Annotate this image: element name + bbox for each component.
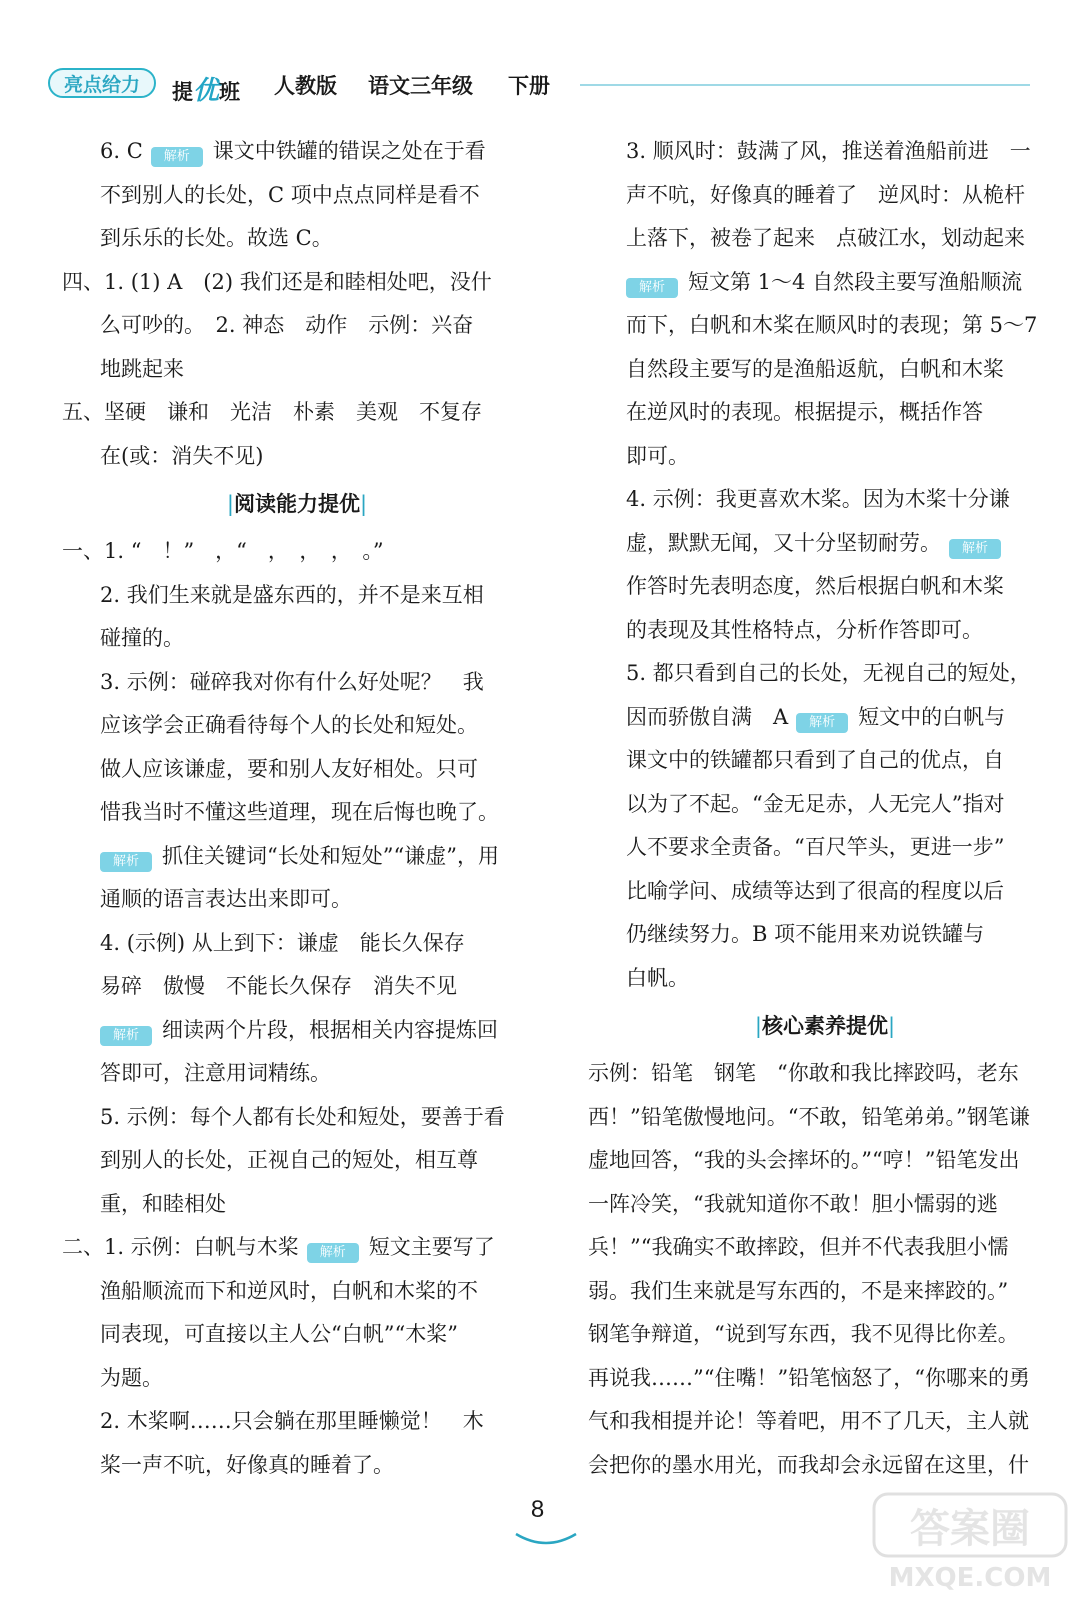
answer-line: 钢笔争辩道，“说到写东西，我不见得比你差。 [588, 1322, 1019, 1346]
answer-line: 因而骄傲自满 A 解析 短文中的白帆与 [588, 696, 1062, 740]
section-title-reading: |阅读能力提优| [226, 492, 368, 516]
brand-title: 提优班 [172, 76, 241, 106]
answer-line: 四、1. (1) A (2) 我们还是和睦相处吧，没什 [62, 269, 492, 294]
analysis-line: 解析 细读两个片段，根据相关内容提炼回 [62, 1009, 532, 1053]
analysis-tag: 解析 [100, 852, 152, 872]
answer-line: 上落下，被卷了起来 点破江水，划动起来 [626, 226, 1025, 250]
answer-line: 气和我相提并论！等着吧，用不了几天，主人就 [588, 1409, 1029, 1433]
answer-line: 重，和睦相处 [100, 1191, 226, 1216]
analysis-line: 以为了不起。“金无足赤，人无完人”指对 [626, 791, 1005, 816]
answer-line: 2. 我们生来就是盛东西的，并不是来互相 [100, 582, 484, 607]
svg-text:答案圈: 答案圈 [910, 1506, 1030, 1552]
analysis-line: 在逆风时的表现。根据提示，概括作答 [626, 400, 983, 424]
analysis-line: 比喻学问、成绩等达到了很高的程度以后 [626, 878, 1004, 903]
answer-line: 弱。我们生来就是写东西的，不是来摔跤的。” [588, 1278, 1009, 1303]
analysis-line: 的表现及其性格特点，分析作答即可。 [626, 617, 983, 642]
right-column [588, 130, 1062, 1487]
section-title-core: |核心素养提优| [754, 1014, 896, 1038]
answer-line: 3. 顺风时：鼓满了风，推送着渔船前进 一 [626, 139, 1031, 163]
answer-line: 在(或：消失不见) [100, 443, 264, 468]
analysis-line: 即可。 [626, 443, 689, 468]
analysis-line: 为题。 [100, 1365, 163, 1390]
answer-line: 二、1. 示例：白帆与木桨 解析 短文主要写了 [62, 1226, 532, 1270]
answer-line: 5. 示例：每个人都有长处和短处，要善于看 [100, 1104, 505, 1129]
analysis-tag: 解析 [949, 539, 1001, 559]
analysis-tag: 解析 [796, 713, 848, 733]
page-number: 8 [530, 1496, 545, 1523]
analysis-line: 解析 抓住关键词“长处和短处”“谦虚”，用 [62, 835, 532, 879]
answer-line: 2. 木桨啊……只会躺在那里睡懒觉！ 木 [100, 1409, 484, 1433]
analysis-line: 解析 短文第 1～4 自然段主要写渔船顺流 [588, 261, 1062, 305]
analysis-line: 渔船顺流而下和逆风时，白帆和木桨的不 [100, 1278, 478, 1303]
svg-text:MXQE.COM: MXQE.COM [888, 1563, 1052, 1593]
analysis-line: 自然段主要写的是渔船返航，白帆和木桨 [626, 356, 1004, 381]
answer-line: 到别人的长处，正视自己的短处，相互尊 [100, 1148, 478, 1172]
answer-line: 惜我当时不懂这些道理，现在后悔也晚了。 [100, 800, 499, 824]
answer-line: 会把你的墨水用光，而我却会永远留在这里，什 [588, 1452, 1029, 1477]
volume-label: 下册 [508, 74, 550, 98]
analysis-line: 课文中的铁罐都只看到了自己的优点，自 [626, 748, 1004, 772]
answer-line: 一、1. “ ！” ，“ ， ， ， 。” [62, 539, 384, 563]
edition-label: 人教版 [274, 74, 337, 98]
analysis-tag: 解析 [626, 278, 678, 298]
analysis-line: 人不要求全责备。“百尺竿头，更进一步” [626, 835, 1005, 859]
watermark-logo [870, 1490, 1070, 1595]
answer-line: 一阵冷笑，“我就知道你不敢！胆小懦弱的逃 [588, 1191, 998, 1216]
answer-line: 西！”铅笔傲慢地问。“不敢，铅笔弟弟。”钢笔谦 [588, 1104, 1030, 1129]
brand-badge: 亮点给力 [48, 68, 156, 98]
answer-line: 易碎 傲慢 不能长久保存 消失不见 [100, 974, 457, 998]
answer-line: 5. 都只看到自己的长处，无视自己的短处， [626, 661, 1031, 685]
analysis-line: 答即可，注意用词精练。 [100, 1061, 331, 1085]
page-header [48, 64, 1048, 104]
left-column [62, 130, 532, 1487]
page-number-swoosh [512, 1530, 580, 1548]
answer-line: 6. C 解析 课文中铁罐的错误之处在于看 [62, 130, 532, 174]
analysis-line: 而下，白帆和木桨在顺风时的表现；第 5～7 [626, 313, 1038, 337]
answer-line: 4. (示例) 从上到下：谦虚 能长久保存 [100, 930, 465, 955]
answer-line: 示例：铅笔 钢笔 “你敢和我比摔跤吗，老东 [588, 1061, 1019, 1085]
answer-line: 桨一声不吭，好像真的睡着了。 [100, 1452, 394, 1477]
header-rule [580, 84, 1030, 86]
answer-line: 声不吭，好像真的睡着了 逆风时：从桅杆 [626, 182, 1025, 207]
answer-line: 虚地回答，“我的头会摔坏的。”“哼！”铅笔发出 [588, 1148, 1020, 1172]
analysis-line: 通顺的语言表达出来即可。 [100, 887, 352, 911]
answer-line: 虚，默默无闻，又十分坚韧耐劳。 解析 [588, 522, 1062, 566]
answer-line: 么可吵的。 2. 神态 动作 示例：兴奋 [100, 313, 474, 337]
answer-line: 五、坚硬 谦和 光洁 朴素 美观 不复存 [62, 400, 482, 424]
answer-line: 应该学会正确看待每个人的长处和短处。 [100, 713, 478, 737]
analysis-line: 作答时先表明态度，然后根据白帆和木桨 [626, 574, 1004, 598]
answer-line: 4. 示例：我更喜欢木桨。因为木桨十分谦 [626, 487, 1010, 511]
answer-line: 再说我……”“住嘴！”铅笔恼怒了，“你哪来的勇 [588, 1365, 1030, 1390]
analysis-tag: 解析 [151, 147, 203, 167]
answer-line: 兵！”“我确实不敢摔跤，但并不代表我胆小懦 [588, 1235, 1009, 1259]
subject-label: 语文三年级 [368, 74, 473, 98]
analysis-tag: 解析 [307, 1243, 359, 1263]
answer-line: 做人应该谦虚，要和别人友好相处。只可 [100, 756, 478, 781]
answer-line: 碰撞的。 [100, 626, 184, 650]
analysis-line: 同表现，可直接以主人公“白帆”“木桨” [100, 1322, 458, 1346]
answer-line: 3. 示例：碰碎我对你有什么好处呢？ 我 [100, 669, 484, 694]
answer-line: 不到别人的长处，C 项中点点同样是看不 [100, 182, 480, 207]
analysis-line: 白帆。 [626, 965, 689, 990]
answer-line: 到乐乐的长处。故选 C。 [100, 226, 333, 250]
analysis-line: 仍继续努力。B 项不能用来劝说铁罐与 [626, 922, 985, 946]
answer-line: 地跳起来 [100, 356, 184, 381]
analysis-tag: 解析 [100, 1026, 152, 1046]
